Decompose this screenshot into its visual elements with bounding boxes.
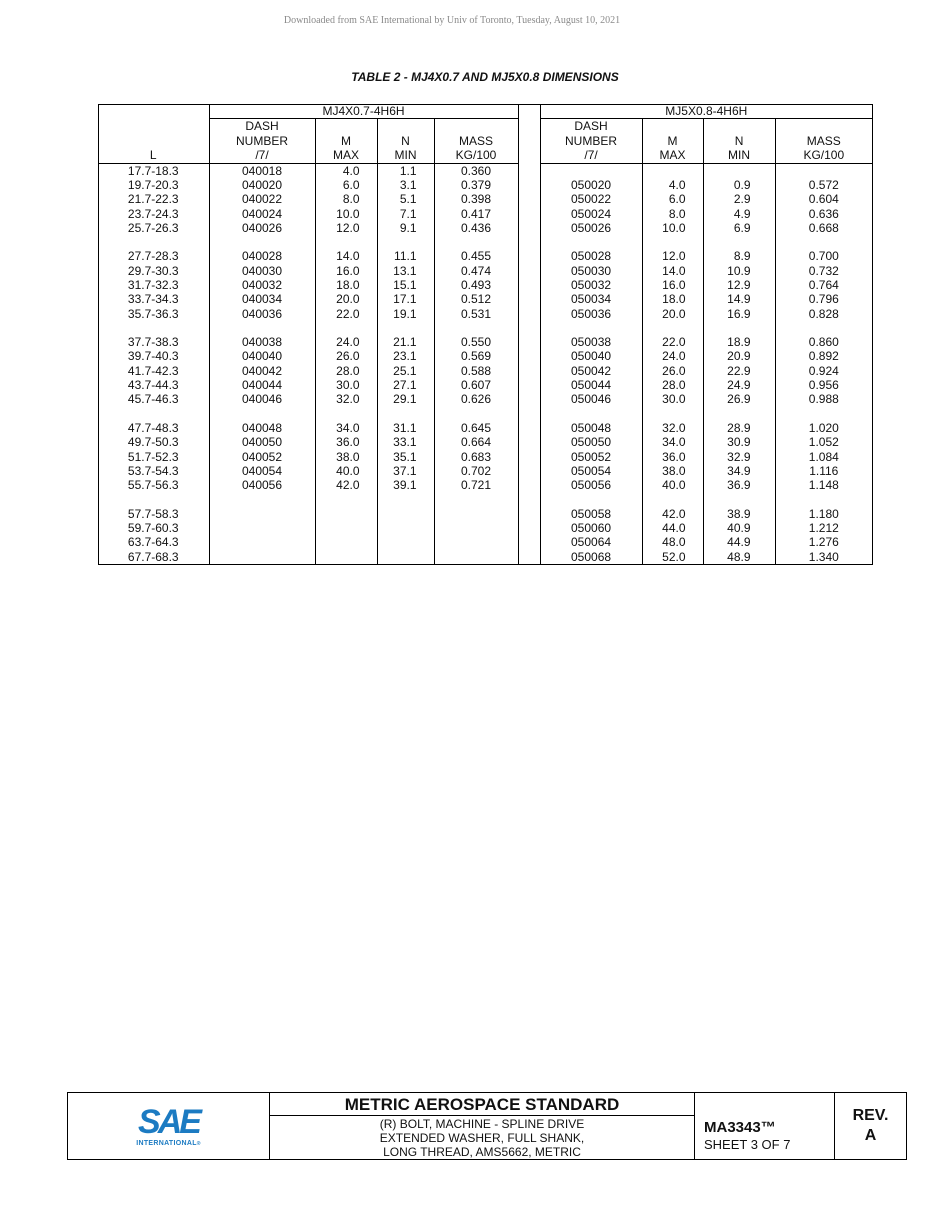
- cell-m-right: 16.0: [642, 278, 703, 292]
- cell-m-left: [315, 550, 377, 564]
- cell-l: 31.7-32.3: [98, 278, 209, 292]
- cell-dash-right: 050028: [540, 249, 642, 263]
- cell-mass-left: 0.512: [434, 292, 518, 306]
- cell-mass-right: 1.340: [808, 549, 839, 564]
- cell-m-right: 24.0: [642, 349, 703, 363]
- cell-dash-left: 040050: [209, 435, 315, 449]
- cell-m-right: 38.0: [642, 464, 703, 478]
- cell-dash-right: 050038: [540, 335, 642, 349]
- table-row: [98, 449, 872, 463]
- revision-block: [835, 1093, 906, 1159]
- cell-dash-left: [209, 550, 315, 564]
- cell-mass-left: 0.683: [434, 449, 518, 463]
- cell-m-right: 34.0: [642, 435, 703, 449]
- cell-n-left: 7.1: [377, 207, 434, 221]
- cell-l: 45.7-46.3: [98, 392, 209, 406]
- cell-dash-left: 040030: [209, 264, 315, 278]
- cell-mass-right: 0.924: [808, 363, 839, 378]
- cell-m-right: 18.0: [642, 292, 703, 306]
- cell-n-right: 40.9: [703, 521, 775, 535]
- table-row: [98, 307, 872, 321]
- cell-m-left: 16.0: [315, 264, 377, 278]
- cell-mass-right: 1.084: [808, 449, 839, 464]
- cell-dash-left: 040036: [209, 307, 315, 321]
- cell-l: 51.7-52.3: [98, 449, 209, 463]
- cell-mass-right: 0.956: [808, 378, 839, 393]
- cell-m-right: 48.0: [642, 535, 703, 549]
- cell-dash-left: 040024: [209, 207, 315, 221]
- cell-dash-left: 040054: [209, 464, 315, 478]
- cell-n-left: 11.1: [377, 249, 434, 263]
- table-row: [98, 264, 872, 278]
- cell-n-right: 38.9: [703, 507, 775, 521]
- cell-m-right: 42.0: [642, 507, 703, 521]
- table-row: [98, 421, 872, 435]
- cell-m-right: 6.0: [642, 192, 703, 206]
- table-row: [98, 278, 872, 292]
- cell-m-right: 12.0: [642, 249, 703, 263]
- table-row: [98, 192, 872, 206]
- cell-mass-right: 0.668: [808, 220, 839, 235]
- cell-l: 49.7-50.3: [98, 435, 209, 449]
- cell-dash-left: 040020: [209, 178, 315, 192]
- cell-mass-left: 0.493: [434, 278, 518, 292]
- cell-n-right: 32.9: [703, 449, 775, 463]
- table-row: [98, 478, 872, 492]
- cell-n-right: 44.9: [703, 535, 775, 549]
- col-header-m-left: M MAX: [315, 119, 377, 164]
- cell-mass-left: 0.702: [434, 464, 518, 478]
- cell-dash-left: 040026: [209, 221, 315, 235]
- cell-l: 43.7-44.3: [98, 378, 209, 392]
- cell-n-left: [377, 521, 434, 535]
- cell-dash-left: 040032: [209, 278, 315, 292]
- cell-n-right: 28.9: [703, 421, 775, 435]
- cell-dash-right: 050026: [540, 221, 642, 235]
- cell-dash-left: [209, 521, 315, 535]
- table-row: [98, 163, 872, 178]
- col-header-n-right: N MIN: [703, 119, 775, 164]
- cell-mass-left: 0.607: [434, 378, 518, 392]
- cell-n-right: 20.9: [703, 349, 775, 363]
- cell-dash-right: 050050: [540, 435, 642, 449]
- cell-n-left: 25.1: [377, 364, 434, 378]
- table-row: [98, 550, 872, 564]
- cell-m-left: 8.0: [315, 192, 377, 206]
- cell-mass-right: 0.828: [808, 306, 839, 321]
- cell-dash-right: 050046: [540, 392, 642, 406]
- group-header-mj4: MJ4X0.7-4H6H: [209, 104, 518, 119]
- cell-n-left: 23.1: [377, 349, 434, 363]
- cell-l: 21.7-22.3: [98, 192, 209, 206]
- row-spacer: [98, 407, 872, 421]
- cell-mass-left: 0.379: [434, 178, 518, 192]
- cell-m-left: 38.0: [315, 449, 377, 463]
- cell-dash-right: 050036: [540, 307, 642, 321]
- cell-n-right: 30.9: [703, 435, 775, 449]
- cell-mass-right: 0.796: [808, 292, 839, 307]
- cell-dash-left: 040022: [209, 192, 315, 206]
- cell-m-right: 52.0: [642, 550, 703, 564]
- cell-mass-right: 1.052: [808, 435, 839, 450]
- cell-m-left: 28.0: [315, 364, 377, 378]
- cell-m-left: 6.0: [315, 178, 377, 192]
- title-block: [67, 1092, 907, 1160]
- cell-l: 33.7-34.3: [98, 292, 209, 306]
- cell-mass-right: 0.764: [808, 277, 839, 292]
- cell-dash-right: 050024: [540, 207, 642, 221]
- cell-m-right: 8.0: [642, 207, 703, 221]
- col-header-m-right: M MAX: [642, 119, 703, 164]
- cell-dash-right: 050030: [540, 264, 642, 278]
- cell-m-left: 40.0: [315, 464, 377, 478]
- cell-m-left: 14.0: [315, 249, 377, 263]
- cell-m-left: 24.0: [315, 335, 377, 349]
- cell-l: 63.7-64.3: [98, 535, 209, 549]
- cell-m-right: 40.0: [642, 478, 703, 492]
- cell-dash-right: 050056: [540, 478, 642, 492]
- table-row: [98, 507, 872, 521]
- cell-n-right: 12.9: [703, 278, 775, 292]
- cell-mass-right: 0.636: [808, 206, 839, 221]
- cell-mass-left: 0.645: [434, 421, 518, 435]
- col-header-dash-left: DASH NUMBER /7/: [209, 119, 315, 164]
- cell-dash-left: [209, 507, 315, 521]
- cell-dash-right: 050040: [540, 349, 642, 363]
- cell-mass-left: 0.455: [434, 249, 518, 263]
- cell-n-left: 29.1: [377, 392, 434, 406]
- cell-m-left: 42.0: [315, 478, 377, 492]
- cell-m-right: [642, 163, 703, 178]
- cell-m-left: 20.0: [315, 292, 377, 306]
- cell-l: 25.7-26.3: [98, 221, 209, 235]
- col-header-l: L: [98, 119, 209, 164]
- cell-mass-left: 0.569: [434, 349, 518, 363]
- table-row: [98, 535, 872, 549]
- cell-mass-left: [434, 550, 518, 564]
- table-row: [98, 464, 872, 478]
- cell-n-left: 5.1: [377, 192, 434, 206]
- cell-n-left: 17.1: [377, 292, 434, 306]
- cell-mass-left: 0.664: [434, 435, 518, 449]
- cell-mass-left: 0.588: [434, 364, 518, 378]
- table-row: [98, 178, 872, 192]
- cell-dash-right: 050054: [540, 464, 642, 478]
- cell-mass-right: 0.700: [808, 249, 839, 264]
- cell-mass-right: [775, 163, 872, 178]
- cell-m-right: 28.0: [642, 378, 703, 392]
- cell-mass-right: 0.860: [808, 335, 839, 350]
- cell-l: 29.7-30.3: [98, 264, 209, 278]
- download-watermark: Downloaded from SAE International by Univ of Toronto, Tuesday, August 10, 2021: [283, 15, 621, 26]
- cell-n-left: 9.1: [377, 221, 434, 235]
- cell-dash-right: [540, 163, 642, 178]
- cell-dash-left: 040038: [209, 335, 315, 349]
- cell-l: 41.7-42.3: [98, 364, 209, 378]
- cell-n-right: 24.9: [703, 378, 775, 392]
- cell-n-left: 19.1: [377, 307, 434, 321]
- cell-mass-left: [434, 507, 518, 521]
- cell-m-left: 36.0: [315, 435, 377, 449]
- dimensions-table: [98, 104, 872, 564]
- cell-n-left: 33.1: [377, 435, 434, 449]
- cell-dash-right: 050068: [540, 550, 642, 564]
- cell-mass-left: 0.531: [434, 307, 518, 321]
- table-row: [98, 292, 872, 306]
- cell-n-right: 16.9: [703, 307, 775, 321]
- sae-logo-subtitle: INTERNATIONAL®: [136, 1140, 201, 1147]
- cell-dash-right: 050022: [540, 192, 642, 206]
- col-header-n-left: N MIN: [377, 119, 434, 164]
- cell-mass-left: 0.626: [434, 392, 518, 406]
- table-row: [98, 392, 872, 406]
- part-description: (R) BOLT, MACHINE - SPLINE DRIVE EXTENDED WASHER, FULL SHANK, LONG THREAD, AMS5662, METRIC: [379, 1117, 585, 1159]
- cell-m-right: 30.0: [642, 392, 703, 406]
- revision-value: A: [864, 1127, 877, 1144]
- cell-dash-right: 050052: [540, 449, 642, 463]
- cell-mass-right: 0.732: [808, 263, 839, 278]
- cell-l: 53.7-54.3: [98, 464, 209, 478]
- cell-n-left: 13.1: [377, 264, 434, 278]
- cell-l: 17.7-18.3: [98, 163, 209, 178]
- cell-m-right: 14.0: [642, 264, 703, 278]
- row-spacer: [98, 493, 872, 507]
- cell-mass-left: [434, 521, 518, 535]
- cell-mass-left: 0.436: [434, 221, 518, 235]
- cell-n-right: 18.9: [703, 335, 775, 349]
- cell-dash-right: 050058: [540, 507, 642, 521]
- cell-m-left: 12.0: [315, 221, 377, 235]
- cell-mass-left: 0.398: [434, 192, 518, 206]
- cell-n-right: 34.9: [703, 464, 775, 478]
- cell-n-right: 4.9: [703, 207, 775, 221]
- cell-m-left: [315, 507, 377, 521]
- cell-m-right: 22.0: [642, 335, 703, 349]
- row-spacer: [98, 235, 872, 249]
- cell-mass-left: 0.417: [434, 207, 518, 221]
- cell-n-left: 31.1: [377, 421, 434, 435]
- cell-m-left: 4.0: [315, 163, 377, 178]
- cell-m-left: 10.0: [315, 207, 377, 221]
- cell-n-left: 1.1: [377, 163, 434, 178]
- cell-dash-right: 050048: [540, 421, 642, 435]
- cell-dash-left: 040052: [209, 449, 315, 463]
- cell-m-left: [315, 521, 377, 535]
- group-header-mj5: MJ5X0.8-4H6H: [540, 104, 872, 119]
- cell-m-right: 36.0: [642, 449, 703, 463]
- cell-dash-right: 050042: [540, 364, 642, 378]
- cell-dash-right: 050064: [540, 535, 642, 549]
- cell-n-right: 22.9: [703, 364, 775, 378]
- cell-l: 35.7-36.3: [98, 307, 209, 321]
- cell-m-right: 10.0: [642, 221, 703, 235]
- revision-label: REV.: [852, 1107, 889, 1124]
- cell-n-left: 39.1: [377, 478, 434, 492]
- table-title: TABLE 2 - MJ4X0.7 AND MJ5X0.8 DIMENSIONS: [351, 70, 619, 84]
- cell-dash-right: 050034: [540, 292, 642, 306]
- cell-m-left: 30.0: [315, 378, 377, 392]
- table-row: [98, 249, 872, 263]
- cell-n-right: 48.9: [703, 550, 775, 564]
- cell-dash-left: 040044: [209, 378, 315, 392]
- cell-dash-left: 040034: [209, 292, 315, 306]
- cell-m-right: 26.0: [642, 364, 703, 378]
- cell-dash-left: [209, 535, 315, 549]
- cell-l: 39.7-40.3: [98, 349, 209, 363]
- sheet-number: SHEET 3 OF 7: [704, 1137, 791, 1152]
- cell-l: 55.7-56.3: [98, 478, 209, 492]
- cell-n-left: 35.1: [377, 449, 434, 463]
- cell-mass-left: 0.360: [434, 163, 518, 178]
- table-row: [98, 364, 872, 378]
- row-spacer: [98, 321, 872, 335]
- cell-n-left: 3.1: [377, 178, 434, 192]
- table-row: [98, 221, 872, 235]
- cell-mass-right: 0.988: [808, 392, 839, 407]
- cell-n-left: 15.1: [377, 278, 434, 292]
- table-row: [98, 435, 872, 449]
- cell-n-left: [377, 507, 434, 521]
- cell-n-right: 26.9: [703, 392, 775, 406]
- cell-mass-left: 0.474: [434, 264, 518, 278]
- cell-m-right: 32.0: [642, 421, 703, 435]
- cell-mass-left: [434, 535, 518, 549]
- cell-mass-left: 0.550: [434, 335, 518, 349]
- cell-n-right: 36.9: [703, 478, 775, 492]
- table-row: [98, 521, 872, 535]
- cell-dash-left: 040018: [209, 163, 315, 178]
- cell-mass-right: 0.604: [808, 192, 839, 207]
- cell-mass-right: 0.572: [808, 177, 839, 192]
- cell-mass-right: 0.892: [808, 349, 839, 364]
- cell-dash-left: 040048: [209, 421, 315, 435]
- cell-n-left: [377, 550, 434, 564]
- sae-logo-mark: SAE: [138, 1103, 199, 1141]
- document-number: MA3343™: [704, 1119, 776, 1136]
- cell-n-right: 6.9: [703, 221, 775, 235]
- cell-m-right: 4.0: [642, 178, 703, 192]
- cell-dash-right: 050032: [540, 278, 642, 292]
- cell-m-left: 34.0: [315, 421, 377, 435]
- col-header-mass-left: MASS KG/100: [434, 119, 518, 164]
- cell-mass-right: 1.020: [808, 420, 839, 435]
- cell-dash-left: 040028: [209, 249, 315, 263]
- sae-logo: [68, 1093, 270, 1159]
- cell-l: 19.7-20.3: [98, 178, 209, 192]
- cell-l: 67.7-68.3: [98, 550, 209, 564]
- cell-m-right: 20.0: [642, 307, 703, 321]
- cell-dash-right: 050020: [540, 178, 642, 192]
- cell-n-left: 27.1: [377, 378, 434, 392]
- cell-n-left: 37.1: [377, 464, 434, 478]
- cell-dash-left: 040056: [209, 478, 315, 492]
- cell-n-right: 10.9: [703, 264, 775, 278]
- cell-m-left: 22.0: [315, 307, 377, 321]
- cell-mass-right: 1.148: [808, 478, 839, 493]
- cell-l: 23.7-24.3: [98, 207, 209, 221]
- cell-n-right: 0.9: [703, 178, 775, 192]
- table-row: [98, 207, 872, 221]
- cell-n-right: 8.9: [703, 249, 775, 263]
- table-row: [98, 349, 872, 363]
- cell-dash-left: 040042: [209, 364, 315, 378]
- col-header-dash-right: DASH NUMBER /7/: [540, 119, 642, 164]
- cell-n-left: 21.1: [377, 335, 434, 349]
- cell-mass-right: 1.116: [809, 463, 839, 478]
- cell-l: 47.7-48.3: [98, 421, 209, 435]
- cell-mass-right: 1.276: [808, 535, 839, 550]
- cell-l: 27.7-28.3: [98, 249, 209, 263]
- cell-l: 57.7-58.3: [98, 507, 209, 521]
- cell-dash-left: 040046: [209, 392, 315, 406]
- table-row: [98, 335, 872, 349]
- cell-n-left: [377, 535, 434, 549]
- cell-n-right: 2.9: [703, 192, 775, 206]
- cell-n-right: 14.9: [703, 292, 775, 306]
- cell-dash-right: 050060: [540, 521, 642, 535]
- cell-m-left: 32.0: [315, 392, 377, 406]
- cell-mass-right: 1.212: [808, 520, 839, 535]
- cell-m-left: [315, 535, 377, 549]
- standard-title: METRIC AEROSPACE STANDARD: [270, 1093, 694, 1116]
- cell-m-left: 26.0: [315, 349, 377, 363]
- cell-l: 59.7-60.3: [98, 521, 209, 535]
- table-row: [98, 378, 872, 392]
- cell-dash-left: 040040: [209, 349, 315, 363]
- cell-dash-right: 050044: [540, 378, 642, 392]
- cell-m-left: 18.0: [315, 278, 377, 292]
- cell-n-right: [703, 163, 775, 178]
- cell-mass-right: 1.180: [808, 506, 839, 521]
- cell-l: 37.7-38.3: [98, 335, 209, 349]
- cell-mass-left: 0.721: [434, 478, 518, 492]
- cell-m-right: 44.0: [642, 521, 703, 535]
- col-header-mass-right: MASS KG/100: [775, 119, 872, 164]
